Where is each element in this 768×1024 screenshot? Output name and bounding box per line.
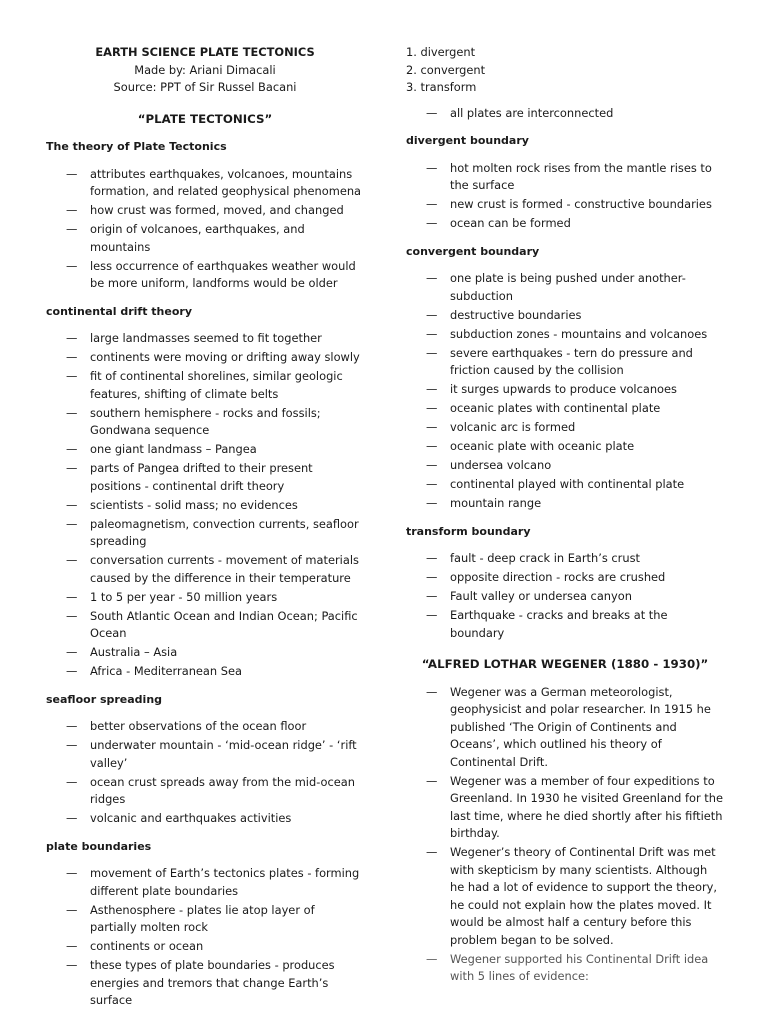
- dash-bullet-icon: —: [426, 589, 438, 603]
- dash-bullet-icon: —: [66, 939, 78, 953]
- list-item-text: Wegener was a member of four expeditions to Greenland. In 1930 he visited Greenland for the last time, where he died shortly after his fiftieth birthday.: [450, 773, 724, 840]
- list-item-text: scientists - solid mass; no evidences: [90, 497, 298, 512]
- list-item-text: Asthenosphere - plates lie atop layer of partially molten rock: [90, 902, 315, 934]
- list-item: [46, 663, 364, 681]
- dash-bullet-icon: —: [66, 203, 78, 217]
- list-item: [46, 405, 364, 440]
- list-item: [406, 588, 724, 606]
- list-item-text: Wegener’s theory of Continental Drift was met with skepticism by many scientists. Although he had a lot of evidence to support the theory, he could not explain how the plates moved. It would be almost half a century before this problem began to be solved.: [450, 845, 718, 947]
- dash-bullet-icon: —: [426, 684, 438, 699]
- list-item-text: undersea volcano: [450, 458, 552, 472]
- dash-bullet-icon: —: [66, 222, 78, 236]
- dash-bullet-icon: —: [426, 326, 438, 341]
- dash-bullet-icon: —: [66, 958, 78, 972]
- dash-bullet-icon: —: [426, 845, 438, 859]
- dash-bullet-icon: —: [426, 773, 438, 788]
- dash-bullet-icon: —: [426, 608, 438, 622]
- dash-bullet-icon: —: [426, 420, 438, 434]
- list-item-text: it surges upwards to produce volcanoes: [450, 382, 677, 396]
- dash-bullet-icon: —: [66, 258, 78, 273]
- list-item: [406, 419, 724, 437]
- list-item-text: large landmasses seemed to fit together: [90, 331, 322, 345]
- list-item-text: paleomagnetism, convection currents, seafloor spreading: [90, 516, 359, 548]
- dash-bullet-icon: —: [66, 866, 78, 880]
- list-item: [406, 476, 724, 494]
- list-item: [406, 105, 724, 123]
- list-item: [46, 774, 364, 809]
- list-item: [406, 684, 724, 772]
- dash-bullet-icon: —: [66, 497, 78, 512]
- list-item-text: destructive boundaries: [450, 307, 582, 322]
- theory-list: [46, 166, 364, 293]
- dash-bullet-icon: —: [66, 405, 78, 420]
- list-item: [406, 495, 724, 513]
- plate-boundaries-list: [46, 865, 364, 1010]
- list-item-text: 1 to 5 per year - 50 million years: [90, 589, 278, 604]
- dash-bullet-icon: —: [66, 516, 78, 531]
- wegener-heading: “ALFRED LOTHAR WEGENER (1880 - 1930)”: [421, 657, 709, 671]
- list-item: [46, 221, 364, 256]
- boundary-type-item: 2. convergent: [406, 62, 486, 77]
- dash-bullet-icon: —: [426, 345, 438, 360]
- list-item-text: fit of continental shorelines, similar geologic features, shifting of climate belts: [90, 369, 343, 401]
- list-item-text: less occurrence of earthquakes weather would be more uniform, landforms would be older: [90, 258, 356, 290]
- list-item-text: origin of volcanoes, earthquakes, and mountains: [90, 222, 305, 254]
- list-item-text: all plates are interconnected: [450, 105, 614, 120]
- section-heading-divergent: divergent boundary: [406, 134, 529, 147]
- list-item-text: ocean crust spreads away from the mid-ocean ridges: [90, 774, 355, 806]
- seafloor-spreading-list: [46, 718, 364, 828]
- list-item-text: underwater mountain - ‘mid-ocean ridge’ - ‘rift valley’: [90, 738, 357, 770]
- dash-bullet-icon: —: [66, 369, 78, 383]
- dash-bullet-icon: —: [426, 271, 438, 285]
- dash-bullet-icon: —: [66, 608, 78, 623]
- list-item: [406, 345, 724, 380]
- dash-bullet-icon: —: [426, 105, 438, 120]
- section-heading-transform: transform boundary: [406, 524, 531, 538]
- list-item: [46, 957, 364, 1010]
- list-item: [406, 270, 724, 305]
- dash-bullet-icon: —: [66, 902, 78, 917]
- list-item: [406, 457, 724, 475]
- list-item: [406, 160, 724, 195]
- list-item-text: Wegener supported his Continental Drift idea with 5 lines of evidence:: [450, 951, 709, 983]
- list-item: [46, 258, 364, 293]
- list-item: [406, 773, 724, 843]
- list-item: [46, 552, 364, 587]
- list-item: [406, 196, 724, 214]
- list-item: [46, 497, 364, 515]
- dash-bullet-icon: —: [66, 461, 78, 475]
- list-item-text: oceanic plate with oceanic plate: [450, 439, 635, 453]
- list-item: [406, 381, 724, 399]
- list-item: [46, 608, 364, 643]
- document-title: EARTH SCIENCE PLATE TECTONICS: [95, 45, 315, 59]
- section-heading-theory: The theory of Plate Tectonics: [46, 140, 227, 153]
- dash-bullet-icon: —: [426, 458, 438, 472]
- dash-bullet-icon: —: [66, 738, 78, 752]
- list-item: [406, 400, 724, 418]
- wegener-list: [406, 684, 724, 986]
- list-item: [406, 326, 724, 344]
- section-heading-continental-drift: continental drift theory: [46, 304, 192, 318]
- list-item: [406, 307, 724, 325]
- list-item-text: these types of plate boundaries - produces energies and tremors that change Earth’s surface: [90, 958, 335, 1007]
- dash-bullet-icon: —: [426, 439, 438, 453]
- boundary-type-item: 1. divergent: [406, 45, 476, 59]
- list-item: [46, 902, 364, 937]
- dash-bullet-icon: —: [66, 350, 78, 364]
- list-item-text: conversation currents - movement of materials caused by the difference in their temperature: [90, 553, 359, 585]
- list-item-text: opposite direction - rocks are crushed: [450, 570, 666, 584]
- list-item: [46, 368, 364, 403]
- list-item-text: severe earthquakes - tern do pressure and friction caused by the collision: [450, 345, 693, 377]
- list-item-text: subduction zones - mountains and volcanoes: [450, 326, 708, 341]
- divergent-list: [406, 160, 724, 233]
- dash-bullet-icon: —: [426, 382, 438, 396]
- list-item-text: continental played with continental plate: [450, 477, 685, 491]
- list-item: [46, 810, 364, 828]
- list-item-text: ocean can be formed: [450, 216, 571, 230]
- dash-bullet-icon: —: [66, 553, 78, 567]
- list-item: [406, 569, 724, 587]
- list-item-text: continents or ocean: [90, 939, 204, 953]
- transform-list: [406, 550, 724, 642]
- list-item-text: Earthquake - cracks and breaks at the boundary: [450, 608, 668, 640]
- left-column: [46, 44, 364, 1020]
- list-item: [46, 865, 364, 900]
- list-item-text: Australia – Asia: [90, 645, 178, 659]
- dash-bullet-icon: —: [66, 442, 78, 456]
- dash-bullet-icon: —: [66, 664, 78, 678]
- list-item: [406, 951, 724, 986]
- list-item-text: Wegener was a German meteorologist, geophysicist and polar researcher. In 1915 he published ‘The Origin of Continents and Oceans’, which outlined his theory of Continental Drift.: [450, 684, 711, 769]
- list-item: [46, 737, 364, 772]
- right-column: [406, 44, 724, 996]
- section-heading-convergent: convergent boundary: [406, 244, 540, 258]
- dash-bullet-icon: —: [66, 331, 78, 345]
- dash-bullet-icon: —: [426, 951, 438, 966]
- list-item: [46, 589, 364, 607]
- list-item-text: continents were moving or drifting away slowly: [90, 350, 360, 364]
- list-item: [46, 441, 364, 459]
- list-item-text: hot molten rock rises from the mantle rises to the surface: [450, 160, 712, 192]
- list-item-text: one plate is being pushed under another- subduction: [450, 271, 686, 303]
- list-item: [46, 330, 364, 348]
- dash-bullet-icon: —: [66, 589, 78, 604]
- dash-bullet-icon: —: [426, 496, 438, 510]
- author-line: Made by: Ariani Dimacali: [134, 62, 276, 77]
- boundary-types-list: [406, 44, 724, 97]
- list-item-text: volcanic and earthquakes activities: [90, 811, 292, 825]
- list-item-text: new crust is formed - constructive boundaries: [450, 197, 712, 211]
- dash-bullet-icon: —: [426, 570, 438, 584]
- interconnected-list: [406, 105, 724, 123]
- list-item-text: southern hemisphere - rocks and fossils; Gondwana sequence: [90, 405, 321, 437]
- dash-bullet-icon: —: [66, 645, 78, 659]
- dash-bullet-icon: —: [66, 811, 78, 825]
- dash-bullet-icon: —: [426, 160, 438, 175]
- source-line: Source: PPT of Sir Russel Bacani: [113, 80, 297, 94]
- list-item: [406, 215, 724, 233]
- section-heading-seafloor-spreading: seafloor spreading: [46, 692, 163, 706]
- list-item-text: parts of Pangea drifted to their present positions - continental drift theory: [90, 461, 313, 493]
- dash-bullet-icon: —: [426, 477, 438, 491]
- dash-bullet-icon: —: [66, 166, 78, 181]
- boundary-type-item: 3. transform: [406, 80, 477, 94]
- list-item: [46, 718, 364, 736]
- list-item: [406, 438, 724, 456]
- list-item-text: one giant landmass – Pangea: [90, 442, 257, 456]
- list-item: [46, 460, 364, 495]
- dash-bullet-icon: —: [66, 774, 78, 789]
- list-item-text: Fault valley or undersea canyon: [450, 589, 632, 603]
- list-item-text: fault - deep crack in Earth’s crust: [450, 551, 640, 565]
- list-item-text: Africa - Mediterranean Sea: [90, 664, 242, 678]
- list-item-text: better observations of the ocean floor: [90, 719, 307, 733]
- list-item-text: how crust was formed, moved, and changed: [90, 203, 344, 217]
- continental-drift-list: [46, 330, 364, 681]
- dash-bullet-icon: —: [426, 197, 438, 211]
- list-item: [46, 938, 364, 956]
- list-item: [406, 844, 724, 949]
- list-item: [46, 516, 364, 551]
- list-item: [46, 166, 364, 201]
- list-item: [46, 644, 364, 662]
- list-item: [406, 607, 724, 642]
- main-title: “PLATE TECTONICS”: [137, 111, 273, 126]
- dash-bullet-icon: —: [426, 307, 438, 322]
- dash-bullet-icon: —: [426, 551, 438, 565]
- list-item-text: oceanic plates with continental plate: [450, 401, 661, 415]
- list-item-text: South Atlantic Ocean and Indian Ocean; Pacific Ocean: [90, 608, 358, 640]
- dash-bullet-icon: —: [66, 719, 78, 733]
- list-item-text: volcanic arc is formed: [450, 420, 576, 434]
- list-item-text: attributes earthquakes, volcanoes, mountains formation, and related geophysical phenomena: [90, 166, 362, 198]
- list-item: [46, 202, 364, 220]
- convergent-list: [406, 270, 724, 513]
- dash-bullet-icon: —: [426, 216, 438, 230]
- list-item: [46, 349, 364, 367]
- list-item: [406, 550, 724, 568]
- section-heading-plate-boundaries: plate boundaries: [46, 839, 152, 853]
- list-item-text: mountain range: [450, 496, 542, 510]
- list-item-text: movement of Earth’s tectonics plates - forming different plate boundaries: [90, 866, 360, 898]
- dash-bullet-icon: —: [426, 401, 438, 415]
